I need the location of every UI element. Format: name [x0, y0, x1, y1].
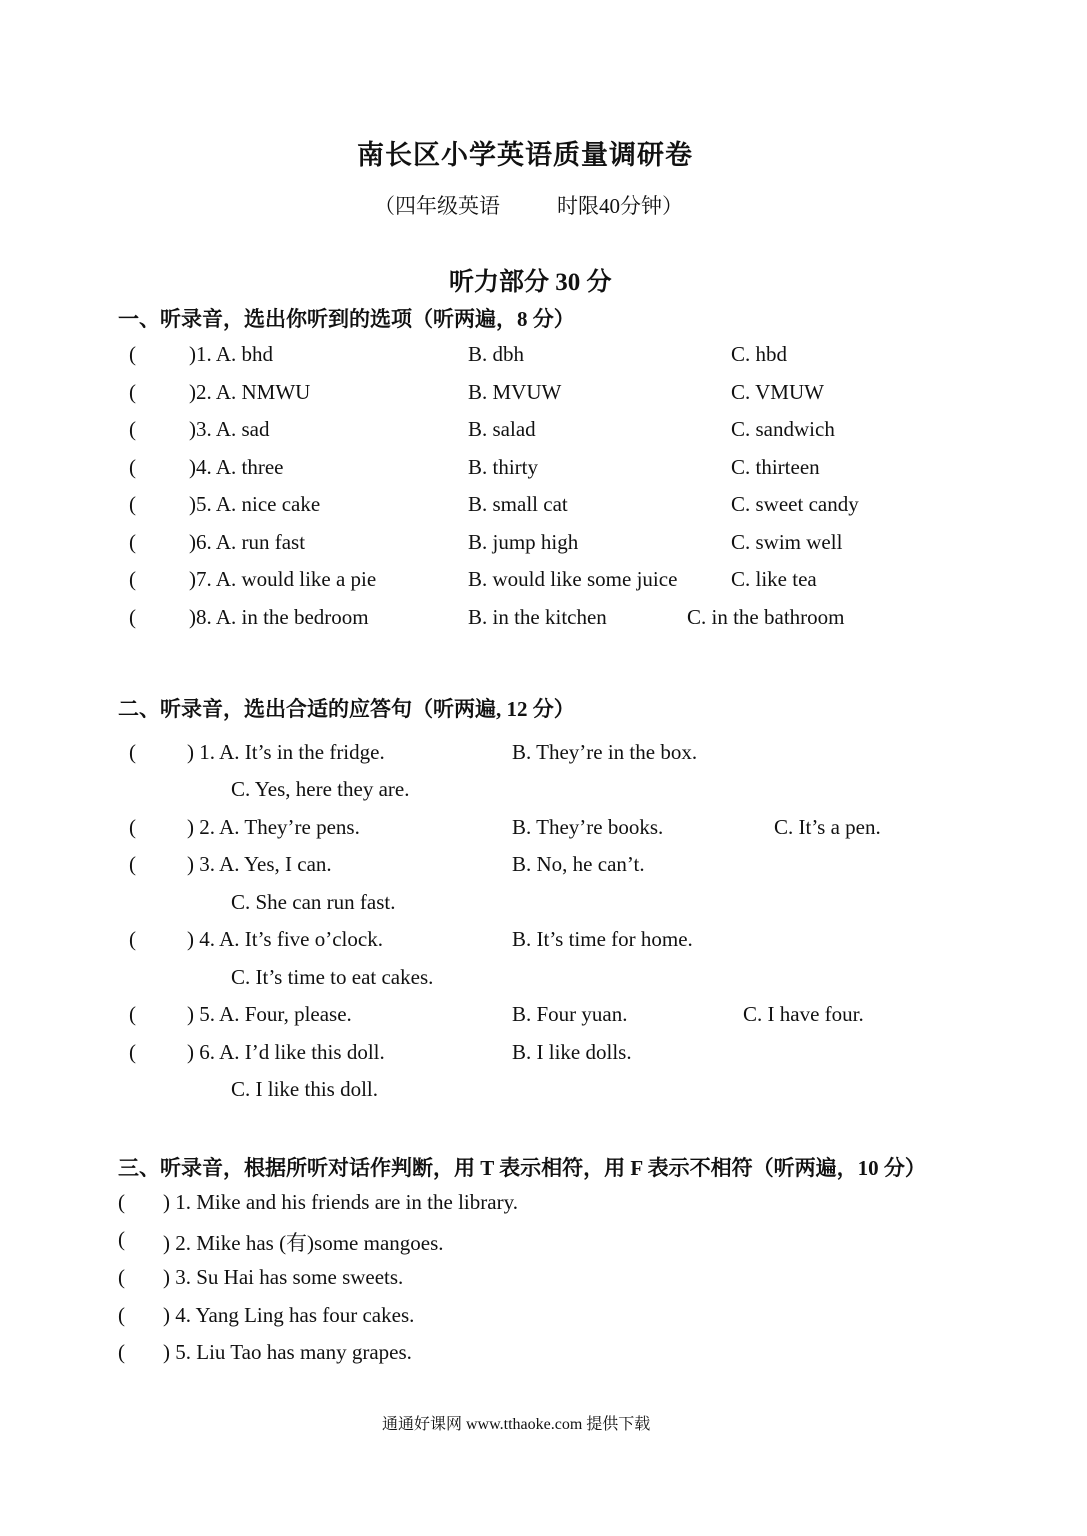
s3-q3-paren: (: [118, 1265, 125, 1289]
s1-q5-option-b: B. small cat: [468, 492, 568, 516]
exam-subtitle-grade: （四年级英语: [374, 194, 500, 218]
section1-heading: 一、听录音，选出你听到的选项（听两遍，8 分）: [118, 307, 575, 331]
s1-q1-option-a: )1. A. bhd: [189, 342, 273, 366]
s1-q7-paren: (: [129, 567, 136, 591]
s1-q6-option-c: C. swim well: [731, 530, 843, 554]
s2-q3-option-c: C. She can run fast.: [231, 890, 396, 914]
s2-q4-option-b: B. It’s time for home.: [512, 927, 693, 951]
s1-q4-paren: (: [129, 455, 136, 479]
exam-subtitle-time: 时限40分钟）: [557, 194, 683, 218]
s2-q3-paren: (: [129, 852, 136, 876]
s1-q1-paren: (: [129, 342, 136, 366]
s1-q2-option-b: B. MVUW: [468, 380, 562, 404]
exam-title: 南长区小学英语质量调研卷: [357, 140, 693, 170]
s1-q3-paren: (: [129, 417, 136, 441]
s2-q2-paren: (: [129, 815, 136, 839]
s1-q5-paren: (: [129, 492, 136, 516]
listening-part-title: 听力部分 30 分: [449, 269, 612, 296]
s1-q4-option-c: C. thirteen: [731, 455, 820, 479]
s1-q8-paren: (: [129, 605, 136, 629]
s2-q1-paren: (: [129, 740, 136, 764]
s1-q8-option-c: C. in the bathroom: [687, 605, 845, 629]
s1-q2-option-a: )2. A. NMWU: [189, 380, 311, 404]
s3-q2-statement: ) 2. Mike has (有)some mangoes.: [163, 1231, 444, 1255]
s1-q3-option-a: )3. A. sad: [189, 417, 270, 441]
s3-q1-paren: (: [118, 1190, 125, 1214]
s1-q6-option-b: B. jump high: [468, 530, 579, 554]
s2-q2-option-b: B. They’re books.: [512, 815, 664, 839]
s3-q5-statement: ) 5. Liu Tao has many grapes.: [163, 1340, 412, 1364]
s1-q3-option-b: B. salad: [468, 417, 536, 441]
s1-q6-option-a: )6. A. run fast: [189, 530, 306, 554]
s1-q4-option-a: )4. A. three: [189, 455, 284, 479]
s1-q4-option-b: B. thirty: [468, 455, 539, 479]
s2-q6-option-a: ) 6. A. I’d like this doll.: [187, 1040, 385, 1064]
s1-q8-option-a: )8. A. in the bedroom: [189, 605, 369, 629]
s1-q2-option-c: C. VMUW: [731, 380, 824, 404]
s3-q2-paren: (: [118, 1227, 125, 1251]
s3-q3-statement: ) 3. Su Hai has some sweets.: [163, 1265, 404, 1289]
s2-q1-option-c: C. Yes, here they are.: [231, 777, 410, 801]
s1-q6-paren: (: [129, 530, 136, 554]
s2-q6-paren: (: [129, 1040, 136, 1064]
s1-q5-option-c: C. sweet candy: [731, 492, 859, 516]
s1-q7-option-c: C. like tea: [731, 567, 817, 591]
s1-q1-option-b: B. dbh: [468, 342, 525, 366]
s2-q2-option-a: ) 2. A. They’re pens.: [187, 815, 360, 839]
s2-q3-option-a: ) 3. A. Yes, I can.: [187, 852, 332, 876]
s1-q2-paren: (: [129, 380, 136, 404]
s2-q1-option-b: B. They’re in the box.: [512, 740, 698, 764]
section2-heading: 二、听录音，选出合适的应答句（听两遍, 12 分）: [118, 697, 575, 721]
s1-q1-option-c: C. hbd: [731, 342, 788, 366]
footer-download-note: 通通好课网 www.tthaoke.com 提供下载: [382, 1416, 651, 1433]
s2-q1-option-a: ) 1. A. It’s in the fridge.: [187, 740, 385, 764]
s2-q6-option-c: C. I like this doll.: [231, 1077, 378, 1101]
s1-q7-option-a: )7. A. would like a pie: [189, 567, 377, 591]
s3-q4-statement: ) 4. Yang Ling has four cakes.: [163, 1303, 415, 1327]
s2-q5-option-a: ) 5. A. Four, please.: [187, 1002, 352, 1026]
s1-q7-option-b: B. would like some juice: [468, 567, 678, 591]
s2-q2-option-c: C. It’s a pen.: [774, 815, 881, 839]
s3-q5-paren: (: [118, 1340, 125, 1364]
s2-q6-option-b: B. I like dolls.: [512, 1040, 632, 1064]
s1-q3-option-c: C. sandwich: [731, 417, 835, 441]
s3-q4-paren: (: [118, 1303, 125, 1327]
s2-q3-option-b: B. No, he can’t.: [512, 852, 645, 876]
s2-q4-option-c: C. It’s time to eat cakes.: [231, 965, 434, 989]
s2-q5-option-b: B. Four yuan.: [512, 1002, 628, 1026]
s3-q1-statement: ) 1. Mike and his friends are in the library.: [163, 1190, 518, 1214]
s2-q5-option-c: C. I have four.: [743, 1002, 864, 1026]
s2-q4-option-a: ) 4. A. It’s five o’clock.: [187, 927, 383, 951]
s2-q5-paren: (: [129, 1002, 136, 1026]
s1-q8-option-b: B. in the kitchen: [468, 605, 607, 629]
s2-q4-paren: (: [129, 927, 136, 951]
s1-q5-option-a: )5. A. nice cake: [189, 492, 321, 516]
section3-heading: 三、听录音，根据所听对话作判断，用 T 表示相符，用 F 表示不相符（听两遍，10 分）: [118, 1156, 926, 1180]
